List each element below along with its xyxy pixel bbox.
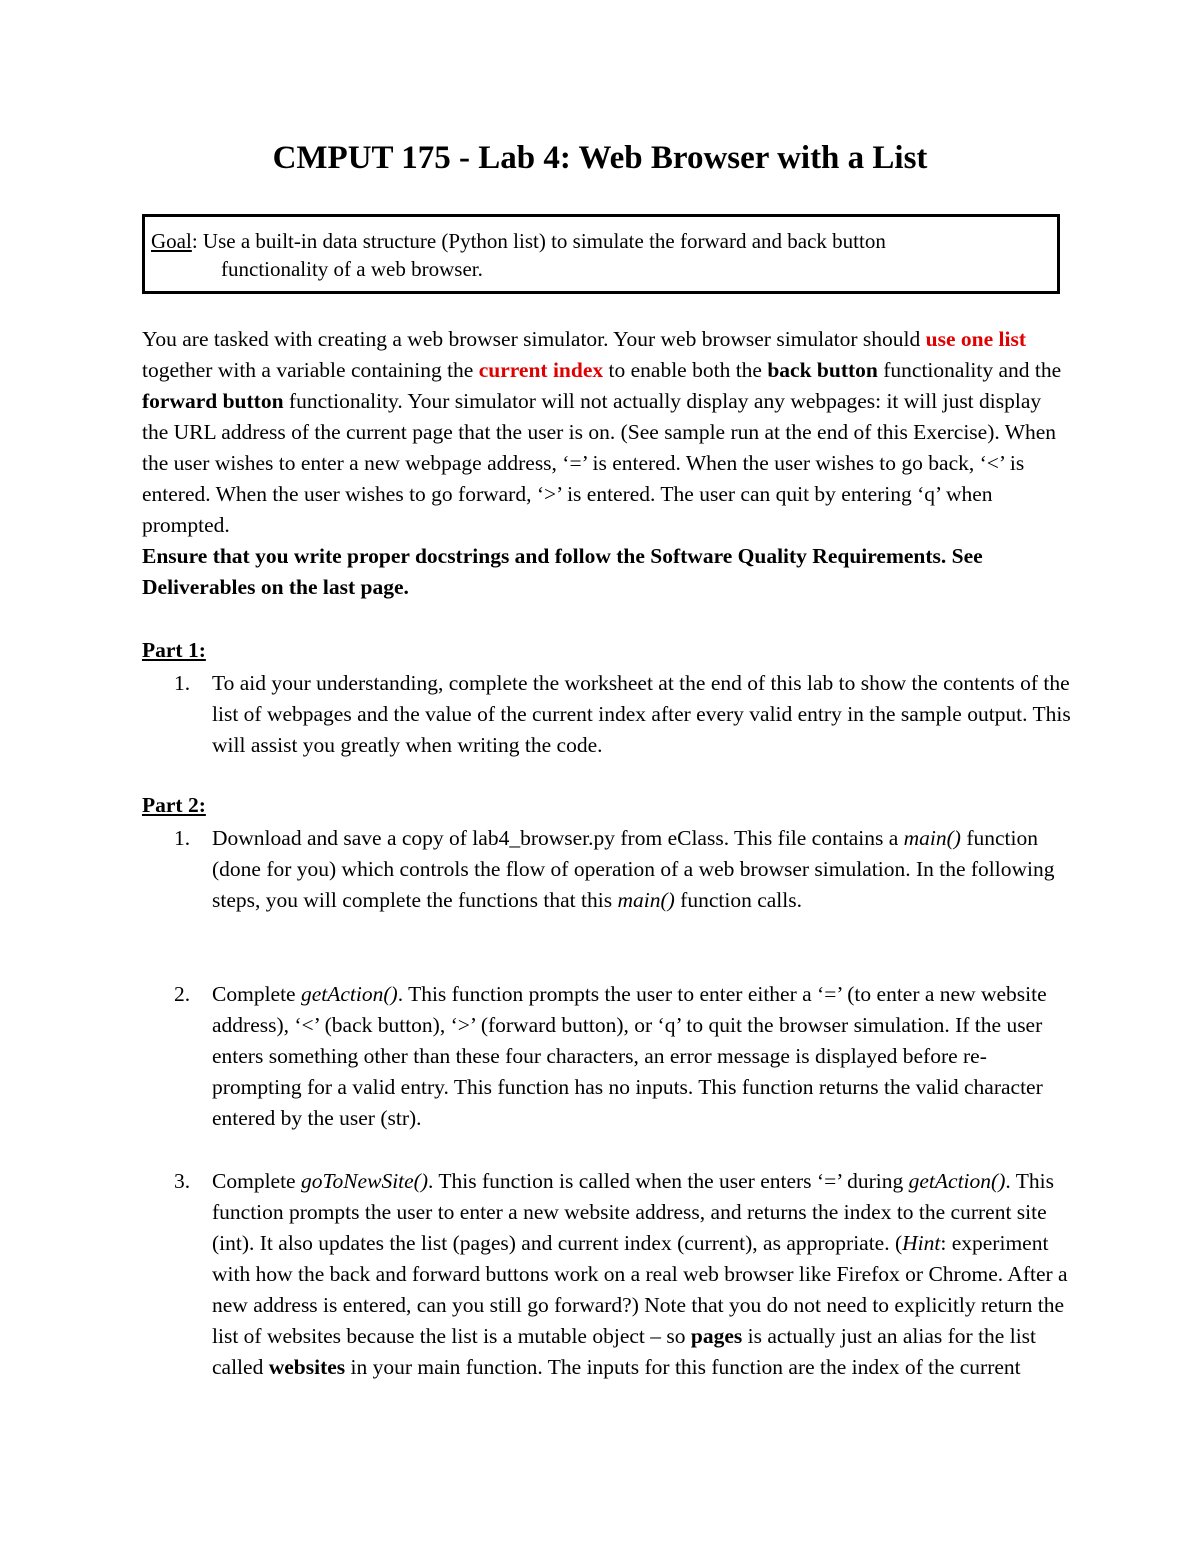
item-text-segment: Download and save a copy of lab4_browser.py from eClass. This file contains a bbox=[212, 826, 904, 850]
item-text-segment: function calls. bbox=[674, 888, 802, 912]
intro-text: functionality and the bbox=[877, 358, 1062, 382]
bold-websites: websites bbox=[268, 1355, 346, 1379]
intro-emphasis: Ensure that you write proper docstrings and follow the Software Quality Requirements. See Deliverables on the last page. bbox=[142, 544, 983, 599]
intro-text: functionality. Your simulator will not actually display any webpages: it will just display the URL address of the current page that the user is on. (See sample run at the end of this Exercise). When the user wishes to enter a new webpage address, ‘=’ is entered. When the user wishes to go back, ‘<’ is entered. When the user wishes to go forward, ‘>’ is entered. The user can quit by entering ‘q’ when prompted. bbox=[142, 389, 1057, 537]
item-text-segment: . This function is called when the user enters ‘=’ during bbox=[428, 1169, 909, 1193]
list-number: 2. bbox=[174, 982, 191, 1006]
intro-bold-forward-button: forward button bbox=[142, 389, 284, 413]
function-name: main() bbox=[903, 826, 961, 850]
intro-red-use-one-list: use one list bbox=[925, 327, 1026, 351]
goal-text-2: functionality of a web browser. bbox=[221, 257, 483, 281]
intro-red-current-index: current index bbox=[478, 358, 604, 382]
intro-bold-back-button: back button bbox=[767, 358, 878, 382]
intro-text: You are tasked with creating a web browser simulator. Your web browser simulator should bbox=[142, 327, 926, 351]
list-item-text bbox=[212, 979, 1072, 1134]
goal-label: Goal bbox=[151, 229, 192, 253]
item-text-segment: : experiment with how the back and forward buttons work on a real web browser like Firefox or Chrome. After a new address is entered, can you still go forward?) Note that you do not need to explicitly return the list of websites because the list is a mutable object – so bbox=[212, 1231, 1068, 1348]
item-text-segment: Complete bbox=[212, 1169, 301, 1193]
item-text-segment: Complete bbox=[212, 982, 301, 1006]
page-title: CMPUT 175 - Lab 4: Web Browser with a List bbox=[272, 140, 928, 176]
function-name: getAction() bbox=[908, 1169, 1006, 1193]
goal-box bbox=[142, 214, 1060, 294]
item-text-segment: is actually just an alias for the list called bbox=[212, 1324, 1037, 1379]
bold-pages: pages bbox=[690, 1324, 743, 1348]
function-name: goToNewSite() bbox=[300, 1169, 429, 1193]
intro-paragraph bbox=[142, 324, 1062, 603]
item-text-segment: in your main function. The inputs for this function are the index of the current bbox=[345, 1355, 1021, 1379]
hint-label: Hint bbox=[902, 1231, 941, 1255]
list-item-text: To aid your understanding, complete the worksheet at the end of this lab to show the contents of the list of webpages and the value of the current index after every valid entry in the sample output. This will assist you greatly when writing the code. bbox=[212, 671, 1071, 757]
item-text-segment: function (done for you) which controls the flow of operation of a web browser simulation. In the following steps, you will complete the functions that this bbox=[212, 826, 1055, 912]
intro-text: together with a variable containing the bbox=[142, 358, 479, 382]
part2-heading: Part 2: bbox=[142, 793, 206, 817]
item-text-segment: . This function prompts the user to enter either a ‘=’ (to enter a new website address), ‘<’ (back button), ‘>’ (forward button), or ‘q’ to quit the browser simulation. If the user enters something other than these four characters, an error message is displayed before re-prompting for a valid entry. This function has no inputs. This function returns the valid character entered by the user (str). bbox=[212, 982, 1047, 1130]
list-item-text bbox=[212, 823, 1072, 916]
function-name: getAction() bbox=[300, 982, 398, 1006]
list-number: 1. bbox=[174, 671, 191, 695]
intro-text: to enable both the bbox=[603, 358, 768, 382]
part1-heading: Part 1: bbox=[142, 638, 206, 662]
goal-text-1: : Use a built-in data structure (Python list) to simulate the forward and back button bbox=[191, 229, 886, 253]
function-name: main() bbox=[617, 888, 675, 912]
list-number: 1. bbox=[174, 826, 191, 850]
list-item-text bbox=[212, 1166, 1072, 1383]
item-text-segment: . This function prompts the user to enter a new website address, and returns the index to the current site (int). It also updates the list (pages) and current index (current), as appropriate. ( bbox=[212, 1169, 1054, 1255]
goal-line-1 bbox=[151, 229, 886, 254]
list-number: 3. bbox=[174, 1169, 191, 1193]
